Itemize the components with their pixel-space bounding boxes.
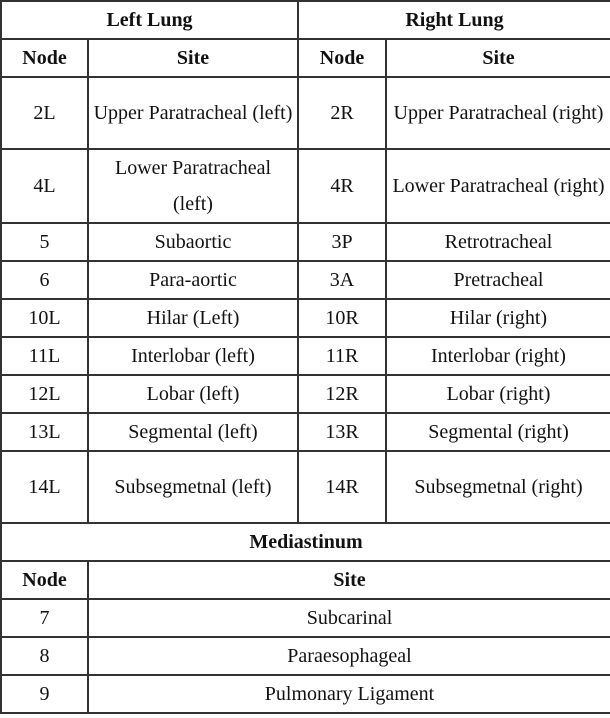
right-site-cell: Lobar (right) <box>386 375 610 413</box>
left-site-cell: Lobar (left) <box>88 375 298 413</box>
mediastinum-node-header: Node <box>1 561 88 599</box>
left-node-cell: 11L <box>1 337 88 375</box>
right-node-cell: 14R <box>298 451 386 523</box>
table-row <box>1 375 610 413</box>
table-row <box>1 337 610 375</box>
left-site-cell: Lower Paratracheal (left) <box>88 149 298 223</box>
right-node-cell: 3P <box>298 223 386 261</box>
left-node-header: Node <box>1 39 88 77</box>
right-site-cell: Hilar (right) <box>386 299 610 337</box>
left-site-header: Site <box>88 39 298 77</box>
left-node-cell: 2L <box>1 77 88 149</box>
right-node-header: Node <box>298 39 386 77</box>
right-site-cell: Segmental (right) <box>386 413 610 451</box>
table-row <box>1 77 610 149</box>
right-site-cell: Pretracheal <box>386 261 610 299</box>
left-node-cell: 10L <box>1 299 88 337</box>
left-site-cell: Segmental (left) <box>88 413 298 451</box>
mediastinum-site-cell: Paraesophageal <box>88 637 610 675</box>
table-row <box>1 637 610 675</box>
left-node-cell: 5 <box>1 223 88 261</box>
left-node-cell: 12L <box>1 375 88 413</box>
mediastinum-section-header-row <box>1 523 610 561</box>
left-site-cell: Subsegmetnal (left) <box>88 451 298 523</box>
right-site-cell: Lower Paratracheal (right) <box>386 149 610 223</box>
table-row <box>1 451 610 523</box>
mediastinum-column-header-row <box>1 561 610 599</box>
mediastinum-node-cell: 7 <box>1 599 88 637</box>
left-node-cell: 4L <box>1 149 88 223</box>
right-site-cell: Subsegmetnal (right) <box>386 451 610 523</box>
right-node-cell: 4R <box>298 149 386 223</box>
right-node-cell: 11R <box>298 337 386 375</box>
mediastinum-node-cell: 9 <box>1 675 88 713</box>
left-lung-title: Left Lung <box>1 1 298 39</box>
table-row <box>1 675 610 713</box>
left-node-cell: 6 <box>1 261 88 299</box>
left-site-cell: Hilar (Left) <box>88 299 298 337</box>
right-site-cell: Upper Paratracheal (right) <box>386 77 610 149</box>
left-node-cell: 14L <box>1 451 88 523</box>
right-node-cell: 13R <box>298 413 386 451</box>
mediastinum-site-cell: Subcarinal <box>88 599 610 637</box>
right-site-cell: Retrotracheal <box>386 223 610 261</box>
table-row <box>1 413 610 451</box>
mediastinum-site-header: Site <box>88 561 610 599</box>
left-site-cell: Subaortic <box>88 223 298 261</box>
left-site-cell: Upper Paratracheal (left) <box>88 77 298 149</box>
right-lung-title: Right Lung <box>298 1 610 39</box>
right-node-cell: 12R <box>298 375 386 413</box>
lung-section-header-row <box>1 1 610 39</box>
right-node-cell: 3A <box>298 261 386 299</box>
mediastinum-title: Mediastinum <box>1 523 610 561</box>
left-node-cell: 13L <box>1 413 88 451</box>
right-site-header: Site <box>386 39 610 77</box>
table-row <box>1 299 610 337</box>
table-row <box>1 599 610 637</box>
mediastinum-node-cell: 8 <box>1 637 88 675</box>
lung-column-header-row <box>1 39 610 77</box>
table-row <box>1 149 610 223</box>
left-site-cell: Interlobar (left) <box>88 337 298 375</box>
table-row <box>1 261 610 299</box>
right-node-cell: 10R <box>298 299 386 337</box>
right-site-cell: Interlobar (right) <box>386 337 610 375</box>
right-node-cell: 2R <box>298 77 386 149</box>
left-site-cell: Para-aortic <box>88 261 298 299</box>
mediastinum-site-cell: Pulmonary Ligament <box>88 675 610 713</box>
table-row <box>1 223 610 261</box>
